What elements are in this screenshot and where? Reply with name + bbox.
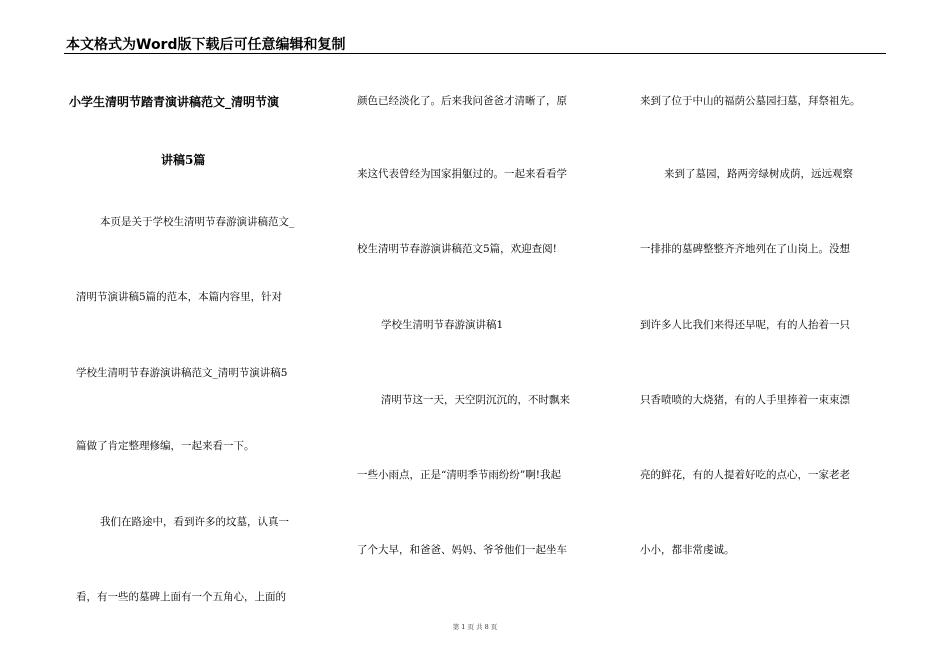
paragraph-line: 小小，都非常虔诚。 xyxy=(640,544,735,556)
paragraph-line: 清明节这一天，天空阴沉沉的，不时飘来 xyxy=(381,394,570,406)
paragraph-line: 我们在路途中，看到许多的坟墓，认真一 xyxy=(100,516,289,528)
article-title-line-1: 小学生清明节踏青演讲稿范文_清明节演 xyxy=(69,95,280,109)
header-divider xyxy=(64,53,886,54)
paragraph-line: 学校生清明节春游演讲稿范文_清明节演讲稿5 xyxy=(76,367,288,379)
paragraph-line: 来到了墓园，路两旁绿树成荫，远远观察 xyxy=(664,168,853,180)
paragraph-line: 篇做了肯定整理修编，一起来看一下。 xyxy=(76,440,255,452)
paragraph-line: 了个大早，和爸爸、妈妈、爷爷他们一起坐车 xyxy=(357,544,567,556)
paragraph-line: 来到了位于中山的福荫公墓园扫墓，拜祭祖先。 xyxy=(640,95,861,107)
page-number-footer: 第 1 页 共 8 页 xyxy=(452,623,498,631)
document-header-title: 本文格式为Word版下载后可任意编辑和复制 xyxy=(66,37,346,53)
paragraph-line: 校生清明节春游演讲稿范文5篇，欢迎查阅! xyxy=(357,243,557,255)
paragraph-line: 到许多人比我们来得还早呢，有的人抬着一只 xyxy=(640,319,850,331)
paragraph-line: 看，有一些的墓碑上面有一个五角心，上面的 xyxy=(76,591,286,603)
paragraph-line: 来这代表曾经为国家捐躯过的。一起来看看学 xyxy=(357,168,567,180)
paragraph-line: 清明节演讲稿5篇的范本，本篇内容里，针对 xyxy=(76,291,283,303)
section-heading: 学校生清明节春游演讲稿1 xyxy=(381,319,504,331)
paragraph-line: 一些小雨点，正是“清明季节雨纷纷”啊!我起 xyxy=(357,469,561,481)
paragraph-line: 只香喷喷的大烧猪，有的人手里捧着一束束漂 xyxy=(640,394,850,406)
paragraph-line: 亮的鲜花，有的人提着好吃的点心，一家老老 xyxy=(640,469,850,481)
article-title-line-2: 讲稿5篇 xyxy=(161,153,206,167)
paragraph-line: 颜色已经淡化了。后来我问爸爸才清晰了，原 xyxy=(357,95,567,107)
paragraph-line: 一排排的墓碑整整齐齐地列在了山岗上。没想 xyxy=(640,243,850,255)
paragraph-line: 本页是关于学校生清明节春游演讲稿范文_ xyxy=(100,216,295,228)
